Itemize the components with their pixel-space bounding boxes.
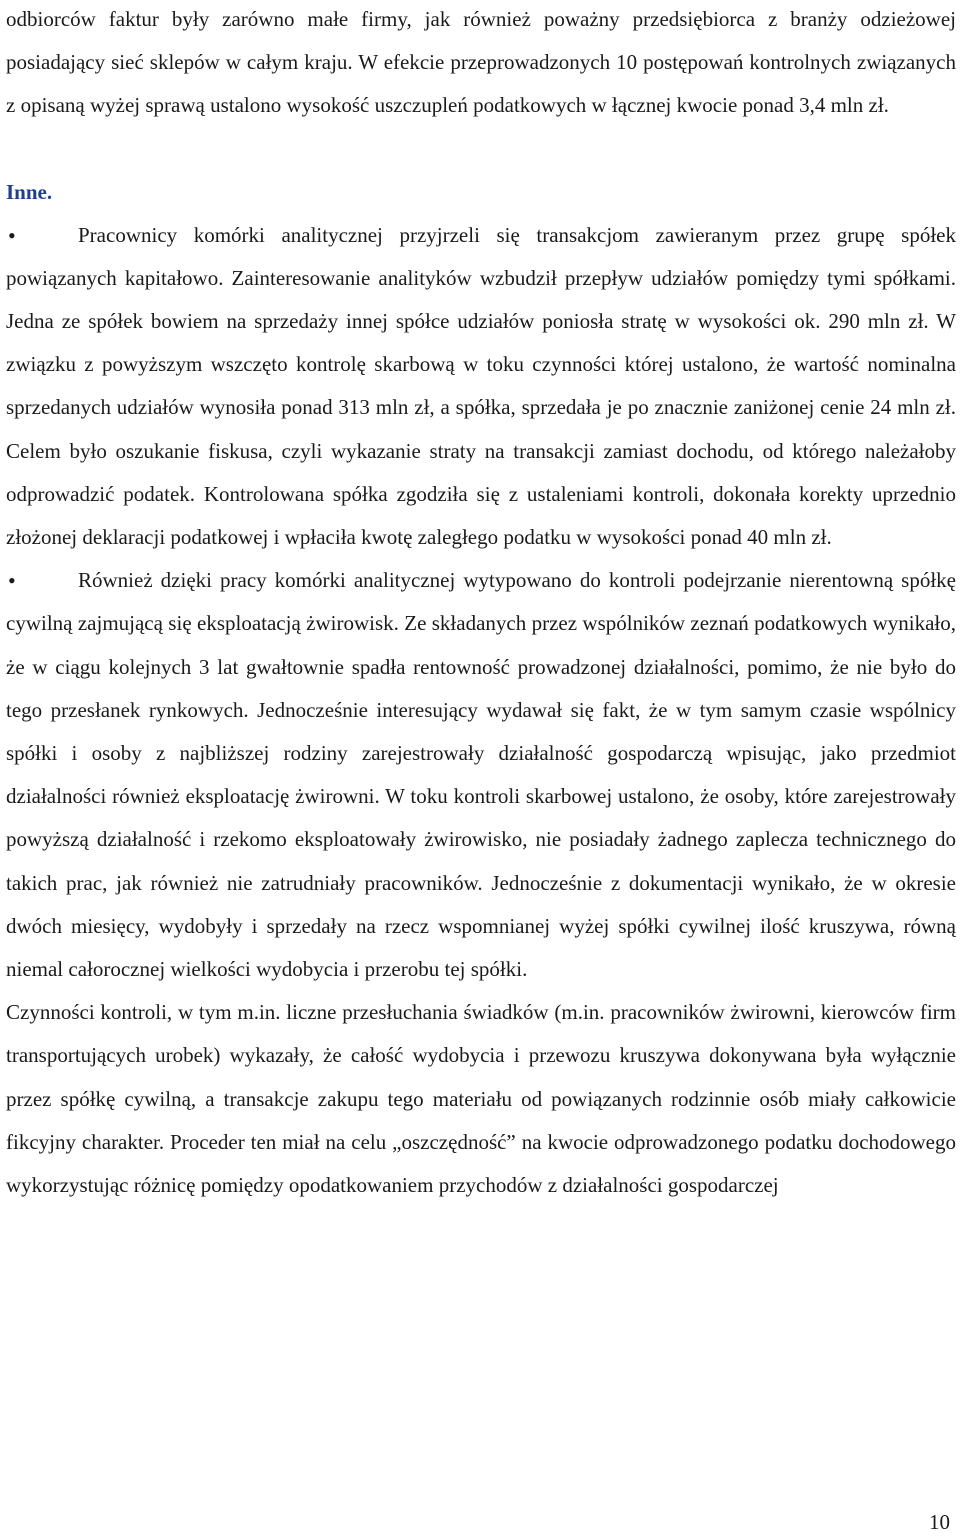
bullet-item-gravel-company bbox=[6, 559, 956, 991]
document-page bbox=[6, 0, 956, 1207]
section-heading: Inne. bbox=[6, 179, 53, 204]
bullet-item-analytics-shares bbox=[6, 214, 956, 560]
bullet-icon: • bbox=[8, 222, 16, 248]
intro-paragraph: odbiorców faktur były zarówno małe firmy, jak również poważny przedsiębiorca z branży odzieżowej posiadający sieć sklepów w całym kraju. W efekcie przeprowadzonych 10 postępowań kontrolnych związanych z opisaną wyżej sprawą ustalono wysokość uszczupleń podatkowych w łącznej kwocie ponad 3,4 mln zł. bbox=[6, 7, 956, 118]
bullet-text: Również dzięki pracy komórki analitycznej wytypowano do kontroli podejrzanie nierentowną spółkę cywilną zajmującą się eksploatacją żwirowisk. Ze składanych przez wspólników zeznań podatkowych wynikało, że w ciągu kolejnych 3 lat gwałtownie spadła rentowność prowadzonej działalności, pomimo, że nie było do tego przesłanek rynkowych. Jednocześnie interesujący wydawał się fakt, że w tym samym czasie wspólnicy spółki i osoby z najbliższej rodziny zarejestrowały działalność gospodarczą wpisując, jako przedmiot działalności również eksploatację żwirowni. W toku kontroli skarbowej ustalono, że osoby, które zarejestrowały powyższą działalność i rzekomo eksploatowały żwirowisko, nie posiadały żadnego zaplecza technicznego do takich prac, jak również nie zatrudniały pracowników. Jednocześnie z dokumentacji wynikało, że w okresie dwóch miesięcy, wydobyły i sprzedały na rzecz wspomnianej wyżej spółki cywilnej ilość kruszywa, równą niemal całorocznej wielkości wydobycia i przerobu tej spółki. bbox=[6, 568, 956, 982]
bullet-icon: • bbox=[8, 568, 16, 594]
closing-paragraph: Czynności kontroli, w tym m.in. liczne przesłuchania świadków (m.in. pracowników żwirowni, kierowców firm transportujących urobek) wykazały, że całość wydobycia i przewozu kruszywa dokonywana była wyłącznie przez spółkę cywilną, a transakcje zakupu tego materiału od powiązanych rodzinnie osób miały całkowicie fikcyjny charakter. Proceder ten miał na celu „oszczędność” na kwocie odprowadzonego podatku dochodowego wykorzystując różnicę pomiędzy opodatkowaniem przychodów z działalności gospodarczej bbox=[6, 1000, 956, 1198]
page-number: 10 bbox=[929, 1510, 950, 1534]
bullet-text: Pracownicy komórki analitycznej przyjrzeli się transakcjom zawieranym przez grupę spółek powiązanych kapitałowo. Zainteresowanie analityków wzbudził przepływ udziałów pomiędzy tymi spółkami. Jedna ze spółek bowiem na sprzedaży innej spółce udziałów poniosła stratę w wysokości ok. 290 mln zł. W związku z powyższym wszczęto kontrolę skarbową w toku czynności której ustalono, że wartość nominalna sprzedanych udziałów wynosiła ponad 313 mln zł, a spółka, sprzedała je po znacznie zaniżonej cenie 24 mln zł. Celem było oszukanie fiskusa, czyli wykazanie straty na transakcji zamiast dochodu, od którego należałoby odprowadzić podatek. Kontrolowana spółka zgodziła się z ustaleniami kontroli, dokonała korekty uprzednio złożonej deklaracji podatkowej i wpłaciła kwotę zaległego podatku w wysokości ponad 40 mln zł. bbox=[6, 222, 956, 550]
